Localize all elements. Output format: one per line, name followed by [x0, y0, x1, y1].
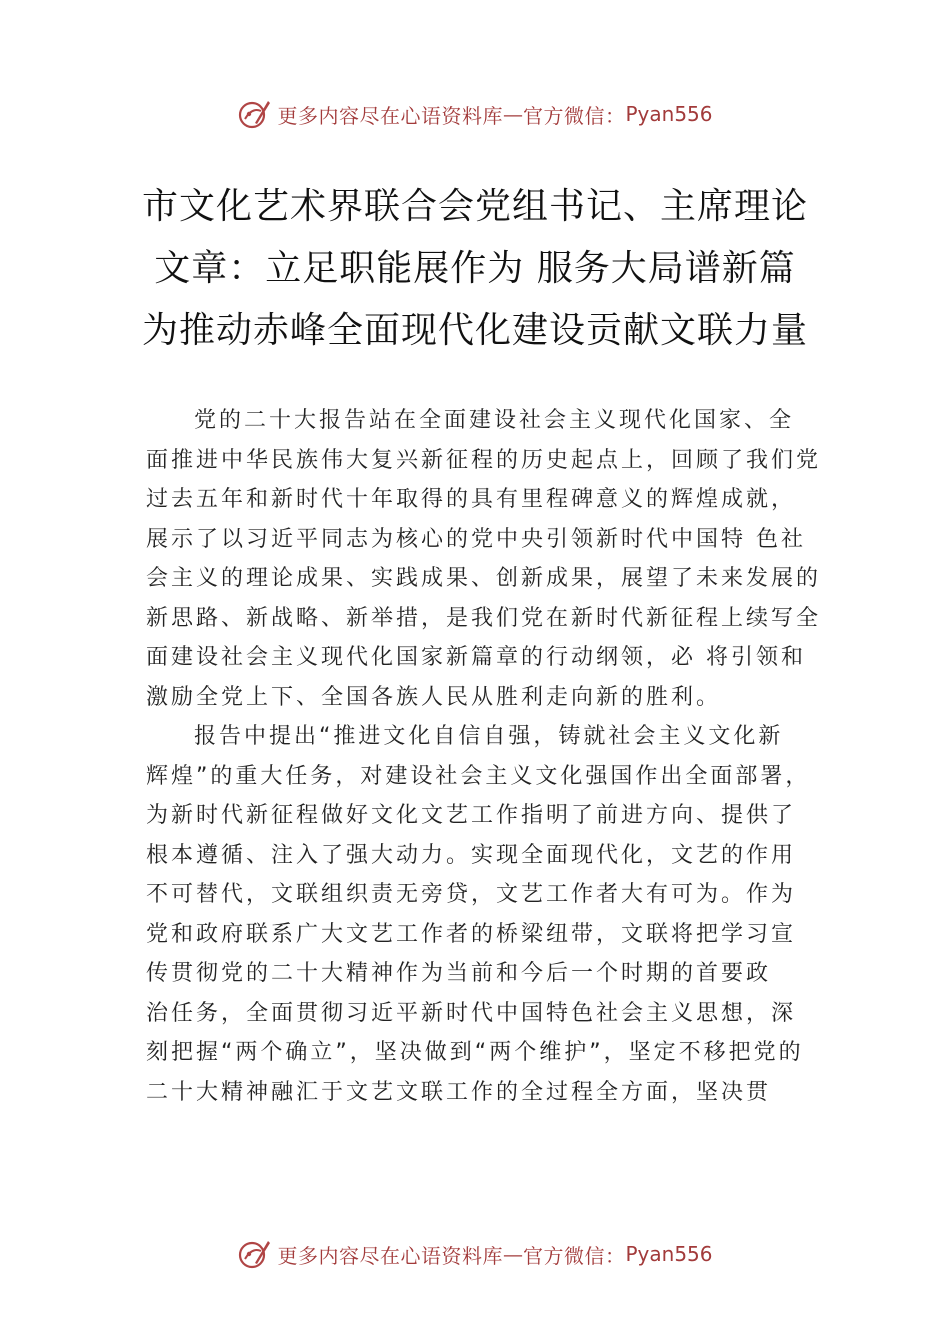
text-line: 新思路、新战略、新举措，是我们党在新时代新征程上续写全 — [146, 605, 822, 631]
banner-text: 更多内容尽在心语资料库 — [277, 1243, 503, 1268]
pen-seal-icon — [237, 1237, 271, 1271]
text-line: 根本遵循、注入了强大动力。实现全面现代化，文艺的作用 — [146, 842, 797, 868]
banner-text: 更多内容尽在心语资料库 — [277, 103, 503, 128]
text-line: 党的二十大报告站在全面建设社会主义现代化国家、全 — [194, 408, 795, 433]
pen-seal-icon — [237, 97, 271, 131]
banner-label: 官方微信： — [522, 103, 626, 128]
header-banner — [0, 94, 950, 134]
paragraph-2 — [146, 717, 836, 1112]
paragraph-1 — [146, 401, 836, 717]
document-body — [146, 401, 836, 1112]
document-title — [0, 176, 950, 362]
footer-banner — [0, 1234, 950, 1274]
title-line: 为推动赤峰全面现代化建设贡献文联力量 — [141, 310, 808, 351]
text-line: 激励全党上下、全国各族人民从胜利走向新的胜利。 — [146, 684, 722, 710]
text-line: 二十大精神融汇于文艺文联工作的全过程全方面，坚决贯 — [146, 1079, 772, 1105]
title-line: 市文化艺术界联合会党组书记、主席理论 — [141, 186, 808, 227]
title-line: 文章：立足职能展作为 服务大局谱新篇 — [154, 248, 796, 289]
text-line: 报告中提出“推进文化自信自强，铸就社会主义文化新 — [194, 724, 784, 749]
text-line: 党和政府联系广大文艺工作者的桥梁纽带，文联将把学习宣 — [146, 921, 797, 947]
banner-separator: — — [502, 102, 523, 126]
text-line: 治任务，全面贯彻习近平新时代中国特色社会主义思想，深 — [146, 1000, 797, 1026]
text-line: 会主义的理论成果、实践成果、创新成果，展望了未来发展的 — [146, 566, 822, 591]
text-line: 不可替代，文联组织责无旁贷，文艺工作者大有可为。作为 — [146, 882, 797, 907]
banner-separator: — — [502, 1242, 523, 1266]
text-line: 辉煌”的重大任务，对建设社会主义文化强国作出全面部署， — [146, 763, 811, 789]
text-line: 面建设社会主义现代化国家新篇章的行动纲领，必 将引领和 — [146, 645, 806, 670]
text-line: 面推进中华民族伟大复兴新征程的历史起点上，回顾了我们党 — [146, 447, 822, 473]
banner-label: 官方微信： — [522, 1243, 626, 1268]
text-line: 展示了以习近平同志为核心的党中央引领新时代中国特 色社 — [146, 526, 806, 552]
text-line: 过去五年和新时代十年取得的具有里程碑意义的辉煌成就， — [146, 487, 797, 512]
text-line: 为新时代新征程做好文化文艺工作指明了前进方向、提供了 — [146, 803, 797, 828]
text-line: 刻把握“两个确立”，坚决做到“两个维护”，坚定不移把党的 — [146, 1040, 804, 1065]
text-line: 传贯彻党的二十大精神作为当前和今后一个时期的首要政 — [146, 961, 772, 986]
banner-account: Pyan556 — [625, 1242, 713, 1266]
banner-account: Pyan556 — [625, 102, 713, 126]
